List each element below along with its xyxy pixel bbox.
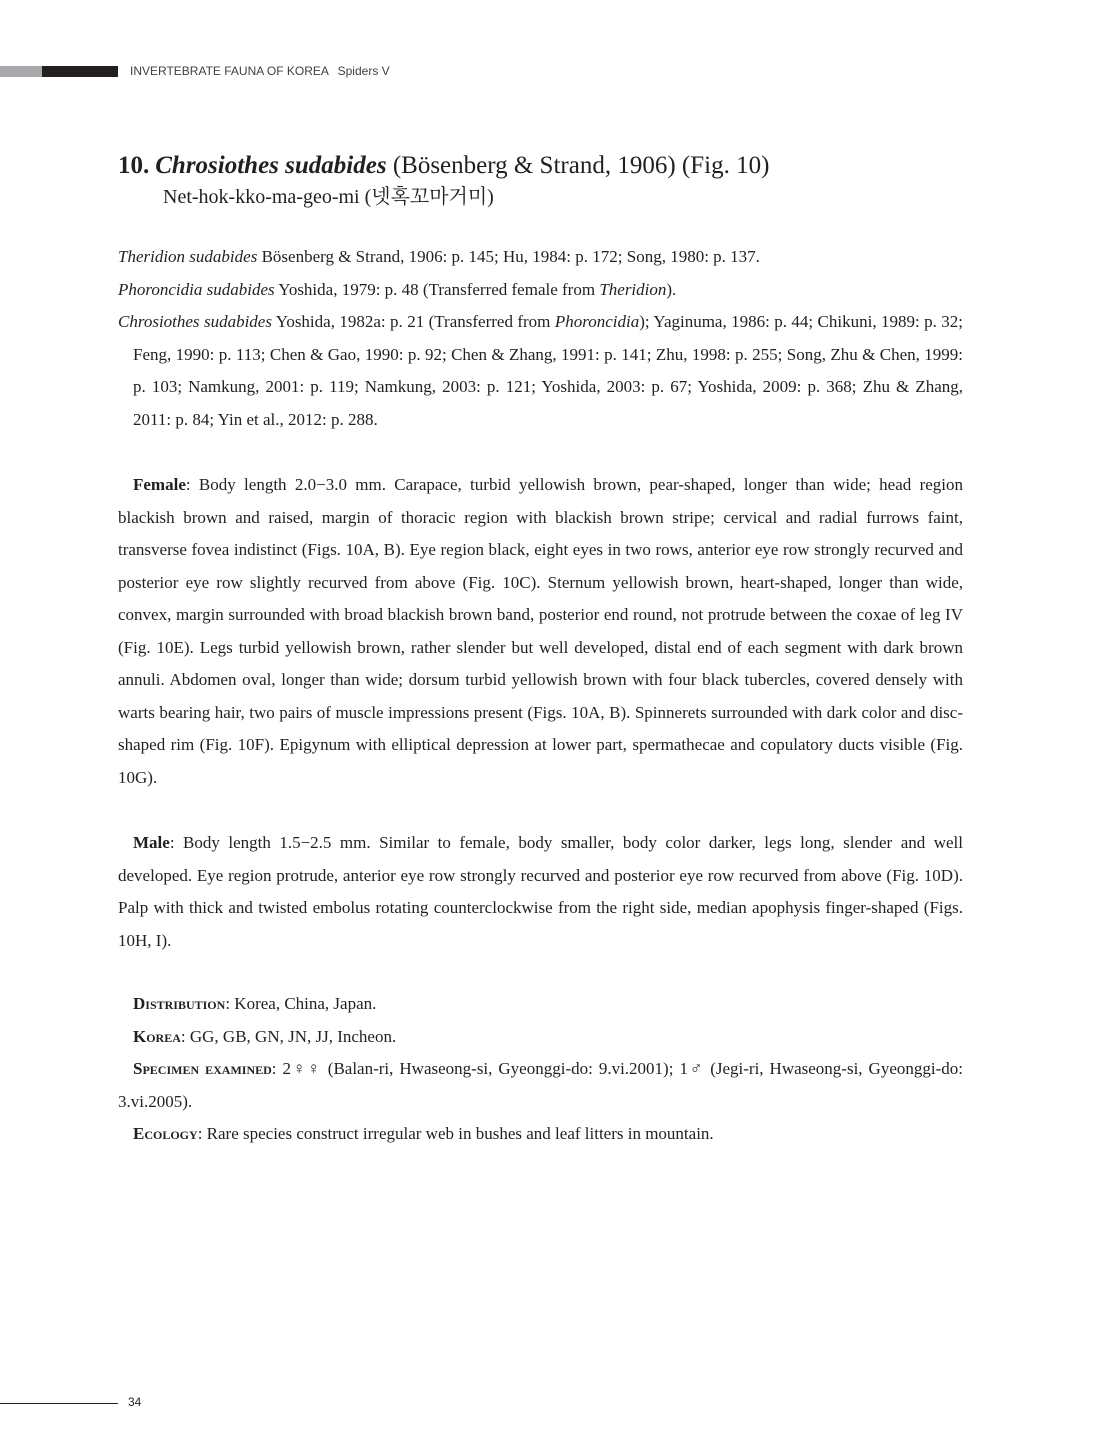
synonym-citations: Yoshida, 1982a: p. 21 (Transferred from [271, 312, 555, 331]
species-authority: (Bösenberg & Strand, 1906) [392, 152, 676, 179]
synonym-entry [118, 274, 963, 307]
footer-rule [0, 1403, 118, 1404]
specimen-label: Specimen examined [133, 1059, 272, 1078]
running-header-subtitle: Spiders V [337, 64, 390, 78]
synonym-name: Theridion sudabides [118, 247, 258, 266]
synonym-name: Chrosiothes sudabides [118, 312, 272, 331]
synonym-entry [118, 241, 963, 274]
korea-section [118, 1021, 963, 1054]
female-label: Female [133, 475, 186, 494]
synonym-citations: Yoshida, 1979: p. 48 (Transferred female from [274, 280, 600, 299]
distribution-label: Distribution [133, 994, 226, 1013]
korea-text: : GG, GB, GN, JN, JJ, Incheon. [180, 1027, 397, 1046]
species-scientific-name: Chrosiothes sudabides [155, 152, 387, 179]
species-heading [118, 150, 769, 182]
ecology-text: : Rare species construct irregular web in bushes and leaf litters in mountain. [197, 1124, 714, 1143]
running-header-title: INVERTEBRATE FAUNA OF KOREA [130, 64, 329, 78]
synonym-genus-ref: Theridion [599, 280, 667, 299]
male-label: Male [133, 833, 170, 852]
synonym-citations-end: ); Yaginuma, 1986: p. 44; Chikuni, 1989: p. 32; Feng, 1990: p. 113; Chen & Gao, 1990: p. 92; Chen & Zhang, 1991: p. 141; Zhu, 1998: p. 255; Song, Zhu & Chen, 1999: p. 103; Namkung, 2001: p. 119; Namkung, 2003: p. 121; Yoshida, 2003: p. 67; Yoshida, 2009: p. 368; Zhu & Zhang, 2011: p. 84; Yin et al., 2012: p. 288. [133, 312, 964, 429]
synonym-name: Phoroncidia sudabides [118, 280, 275, 299]
species-figure-ref: (Fig. 10) [681, 152, 770, 179]
male-description [118, 827, 963, 957]
synonym-genus-ref: Phoroncidia [554, 312, 640, 331]
specimen-section [118, 1053, 963, 1118]
distribution-text: : Korea, China, Japan. [225, 994, 377, 1013]
male-text: : Body length 1.5−2.5 mm. Similar to female, body smaller, body color darker, legs long, slender and well developed. Eye region protrude, anterior eye row strongly recurved and posterior eye row recurved from above (Fig. 10D). Palp with thick and twisted embolus rotating counterclockwise from the right side, median apophysis finger-shaped (Figs. 10H, I). [118, 833, 963, 950]
synonym-citations-end: ). [666, 280, 677, 299]
female-description [118, 469, 963, 794]
ecology-label: Ecology [133, 1124, 198, 1143]
species-number: 10. [118, 152, 150, 179]
header-bar-light [0, 66, 42, 77]
running-header [130, 64, 390, 78]
ecology-section [118, 1118, 963, 1151]
specimen-text: : 2♀♀ (Balan-ri, Hwaseong-si, Gyeonggi-do: 9.vi.2001); 1♂ (Jegi-ri, Hwaseong-si, Gyeonggi-do: 3.vi.2005). [118, 1059, 963, 1111]
species-vernacular-name: Net-hok-kko-ma-geo-mi (넷혹꼬마거미) [163, 186, 494, 208]
korea-label: Korea [133, 1027, 181, 1046]
female-text: : Body length 2.0−3.0 mm. Carapace, turbid yellowish brown, pear-shaped, longer than wide; head region blackish brown and raised, margin of thoracic region with blackish brown stripe; cervical and radial furrows faint, transverse fovea indistinct (Figs. 10A, B). Eye region black, eight eyes in two rows, anterior eye row strongly recurved and posterior eye row slightly recurved from above (Fig. 10C). Sternum yellowish brown, heart-shaped, longer than wide, convex, margin surrounded with broad blackish brown band, posterior end round, not protrude between the coxae of leg IV (Fig. 10E). Legs turbid yellowish brown, rather slender but well developed, distal end of each segment with dark brown annuli. Abdomen oval, longer than wide; dorsum turbid yellowish brown with four black tubercles, covered densely with warts bearing hair, two pairs of muscle impressions present (Figs. 10A, B). Spinnerets surrounded with dark color and disc-shaped rim (Fig. 10F). Epigynum with elliptical depression at lower part, spermathecae and copulatory ducts visible (Fig. 10G). [118, 475, 963, 787]
synonym-citations: Bösenberg & Strand, 1906: p. 145; Hu, 1984: p. 172; Song, 1980: p. 137. [257, 247, 760, 266]
header-bar-dark [42, 66, 118, 77]
distribution-section [118, 988, 963, 1021]
synonym-entry [118, 306, 963, 436]
page-number: 34 [128, 1395, 142, 1409]
